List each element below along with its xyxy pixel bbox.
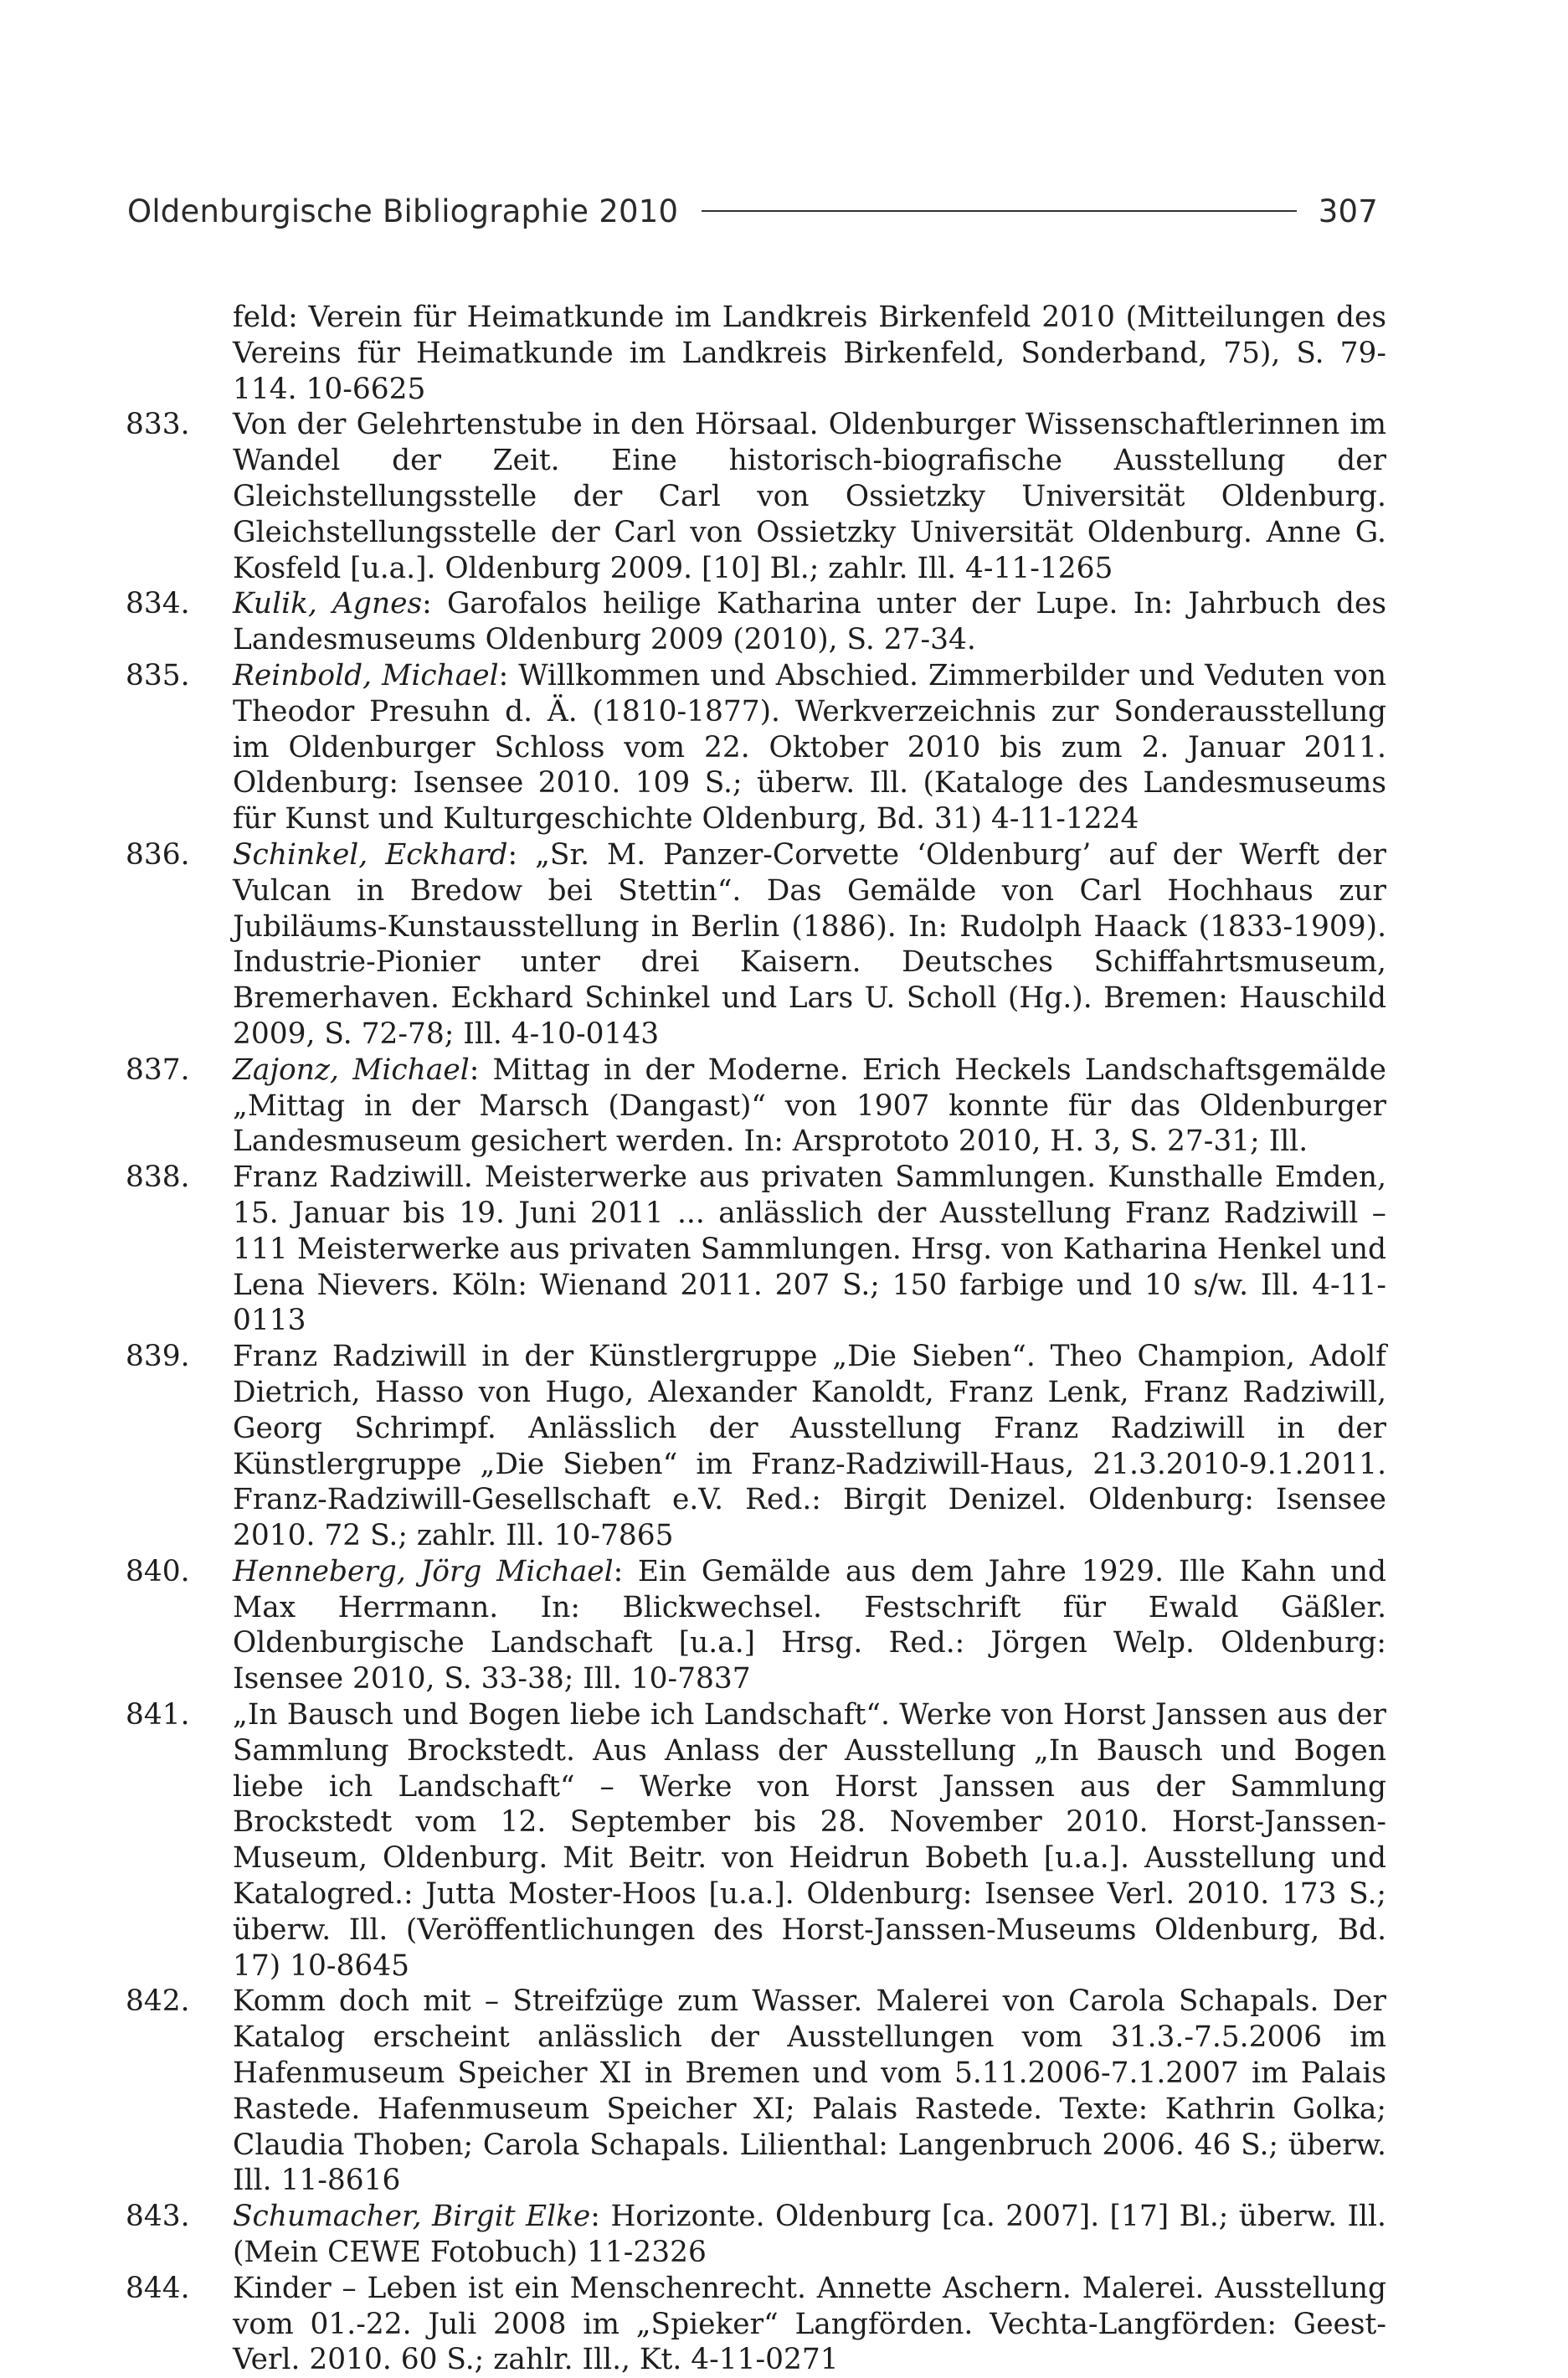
entry-text: Von der Gelehrtenstube in den Hörsaal. Oldenburger Wissenschaftlerinnen im Wandel der Zeit. Eine historisch-biografische Ausstellung der Gleichstellungsstelle der Carl von Ossietzky Universität Oldenburg. Gleichstellungsstelle der Carl von Ossietzky Universität Oldenburg. Anne G. Kosfeld [u.a.]. Oldenburg 2009. [10] Bl.; zahlr. Ill. 4-11-1265 <box>233 408 1386 585</box>
list-item <box>126 1339 1386 1554</box>
entry-author: Reinbold, Michael <box>233 658 499 692</box>
entry-text: : Horizonte. Oldenburg [ca. 2007]. [17] Bl.; überw. Ill. (Mein CEWE Fotobuch) 11-2326 <box>233 2200 1386 2270</box>
entry-text: feld: Verein für Heimatkunde im Landkreis Birkenfeld 2010 (Mitteilungen des Vereins für Heimatkunde im Landkreis Birkenfeld, Sonderband, 75), S. 79-114. 10-6625 <box>233 301 1386 406</box>
entry-author: Henneberg, Jörg Michael <box>233 1554 614 1588</box>
entry-number: 838. <box>126 1161 190 1195</box>
entry-text: : Mittag in der Moderne. Erich Heckels Landschaftsgemälde „Mittag in der Marsch (Dangast)“ von 1907 konnte für das Oldenburger Landesmuseum gesichert werden. In: Arsprototo 2010, H. 3, S. 27-31; Ill. <box>233 1053 1386 1159</box>
entry-body <box>233 837 1386 1053</box>
entry-number: 833. <box>126 408 190 442</box>
entry-author: Kulik, Agnes <box>233 587 423 621</box>
entry-text: Franz Radziwill. Meisterwerke aus privaten Sammlungen. Kunsthalle Emden, 15. Januar bis 19. Juni 2011 ... anlässlich der Ausstellung Franz Radziwill – 111 Meisterwerke aus privaten Sammlungen. Hrsg. von Katharina Henkel und Lena Nievers. Köln: Wienand 2011. 207 S.; 150 farbige und 10 s/w. Ill. 4-11-0113 <box>233 1161 1386 1338</box>
list-item <box>126 300 1386 407</box>
entry-author: Schumacher, Birgit Elke <box>233 2200 591 2234</box>
list-item <box>126 1160 1386 1339</box>
entry-author: Zajonz, Michael <box>233 1053 470 1087</box>
bibliography-list <box>126 300 1386 2378</box>
page-number: 307 <box>1318 193 1378 229</box>
entry-number: 843. <box>126 2200 190 2234</box>
list-item <box>126 2271 1386 2378</box>
entry-body <box>233 658 1386 837</box>
entry-number: 840. <box>126 1554 190 1588</box>
list-item <box>126 1984 1386 2199</box>
entry-body <box>233 1053 1386 1160</box>
entry-body <box>233 586 1386 658</box>
entry-body <box>233 1160 1386 1339</box>
entry-body <box>233 2271 1386 2378</box>
entry-number: 836. <box>126 837 190 872</box>
list-item <box>126 586 1386 658</box>
entry-text: „In Bausch und Bogen liebe ich Landschaft“. Werke von Horst Janssen aus der Sammlung Brockstedt. Aus Anlass der Ausstellung „In Bausch und Bogen liebe ich Landschaft“ – Werke von Horst Janssen aus der Sammlung Brockstedt vom 12. September bis 28. November 2010. Horst-Janssen-Museum, Oldenburg. Mit Beitr. von Heidrun Bobeth [u.a.]. Ausstellung und Katalogred.: Jutta Moster-Hoos [u.a.]. Oldenburg: Isensee Verl. 2010. 173 S.; überw. Ill. (Veröffentlichungen des Horst-Janssen-Museums Oldenburg, Bd. 17) 10-8645 <box>233 1698 1386 1983</box>
list-item <box>126 1697 1386 1984</box>
entry-number: 844. <box>126 2271 190 2305</box>
running-head-title: Oldenburgische Bibliographie 2010 <box>127 193 679 229</box>
entry-number: 837. <box>126 1053 190 1087</box>
entry-text: : Ein Gemälde aus dem Jahre 1929. Ille Kahn und Max Herrmann. In: Blickwechsel. Festschrift für Ewald Gäßler. Oldenburgische Landschaft [u.a.] Hrsg. Red.: Jörgen Welp. Oldenburg: Isensee 2010, S. 33-38; Ill. 10-7837 <box>233 1554 1386 1696</box>
entry-body <box>233 1554 1386 1697</box>
entry-body <box>233 1697 1386 1984</box>
entry-body <box>233 300 1386 407</box>
entry-body <box>233 1339 1386 1554</box>
entry-number <box>126 300 233 407</box>
list-item <box>126 1554 1386 1697</box>
entry-body <box>233 2199 1386 2271</box>
entry-text: Komm doch mit – Streifzüge zum Wasser. Malerei von Carola Schapals. Der Katalog erscheint anlässlich der Ausstellungen vom 31.3.-7.5.2006 im Hafenmuseum Speicher XI in Bremen und vom 5.11.2006-7.1.2007 im Palais Rastede. Hafenmuseum Speicher XI; Palais Rastede. Texte: Kathrin Golka; Claudia Thoben; Carola Schapals. Lilienthal: Langenbruch 2006. 46 S.; überw. Ill. 11-8616 <box>233 1984 1386 2198</box>
list-item <box>126 658 1386 837</box>
entry-number: 835. <box>126 658 190 692</box>
entry-text: : „Sr. M. Panzer-Corvette ‘Oldenburg’ auf der Werft der Vulcan in Bredow bei Stettin“. Das Gemälde von Carl Hochhaus zur Jubiläums-Kunstausstellung in Berlin (1886). In: Rudolph Haack (1833-1909). Industrie-Pionier unter drei Kaisern. Deutsches Schiffahrtsmuseum, Bremerhaven. Eckhard Schinkel und Lars U. Scholl (Hg.). Bremen: Hauschild 2009, S. 72-78; Ill. 4-10-0143 <box>233 837 1386 1051</box>
entry-text: : Garofalos heilige Katharina unter der Lupe. In: Jahrbuch des Landesmuseums Oldenburg 2009 (2010), S. 27-34. <box>233 587 1387 657</box>
list-item <box>126 837 1386 1053</box>
list-item <box>126 407 1386 586</box>
list-item <box>126 1053 1386 1160</box>
entry-number: 842. <box>126 1984 190 2019</box>
entry-number: 834. <box>126 587 190 621</box>
entry-number: 841. <box>126 1698 190 1732</box>
entry-number: 839. <box>126 1340 190 1374</box>
entry-author: Schinkel, Eckhard <box>233 837 508 872</box>
header-rule <box>702 210 1297 212</box>
entry-body <box>233 407 1386 586</box>
list-item <box>126 2199 1386 2271</box>
entry-text: Kinder – Leben ist ein Menschenrecht. Annette Aschern. Malerei. Ausstellung vom 01.-22. Juli 2008 im „Spieker“ Langförden. Vechta-Langförden: Geest-Verl. 2010. 60 S.; zahlr. Ill., Kt. 4-11-0271 <box>233 2271 1386 2377</box>
entry-body <box>233 1984 1386 2199</box>
running-head <box>127 193 1378 229</box>
entry-text: : Willkommen und Abschied. Zimmerbilder und Veduten von Theodor Presuhn d. Ä. (1810-1877). Werkverzeichnis zur Sonderausstellung im Oldenburger Schloss vom 22. Oktober 2010 bis zum 2. Januar 2011. Oldenburg: Isensee 2010. 109 S.; überw. Ill. (Kataloge des Landesmuseums für Kunst und Kulturgeschichte Oldenburg, Bd. 31) 4-11-1224 <box>233 658 1386 836</box>
entry-text: Franz Radziwill in der Künstlergruppe „Die Sieben“. Theo Champion, Adolf Dietrich, Hasso von Hugo, Alexander Kanoldt, Franz Lenk, Franz Radziwill, Georg Schrimpf. Anlässlich der Ausstellung Franz Radziwill in der Künstlergruppe „Die Sieben“ im Franz-Radziwill-Haus, 21.3.2010-9.1.2011. Franz-Radziwill-Gesellschaft e.V. Red.: Birgit Denizel. Oldenburg: Isensee 2010. 72 S.; zahlr. Ill. 10-7865 <box>233 1340 1386 1553</box>
